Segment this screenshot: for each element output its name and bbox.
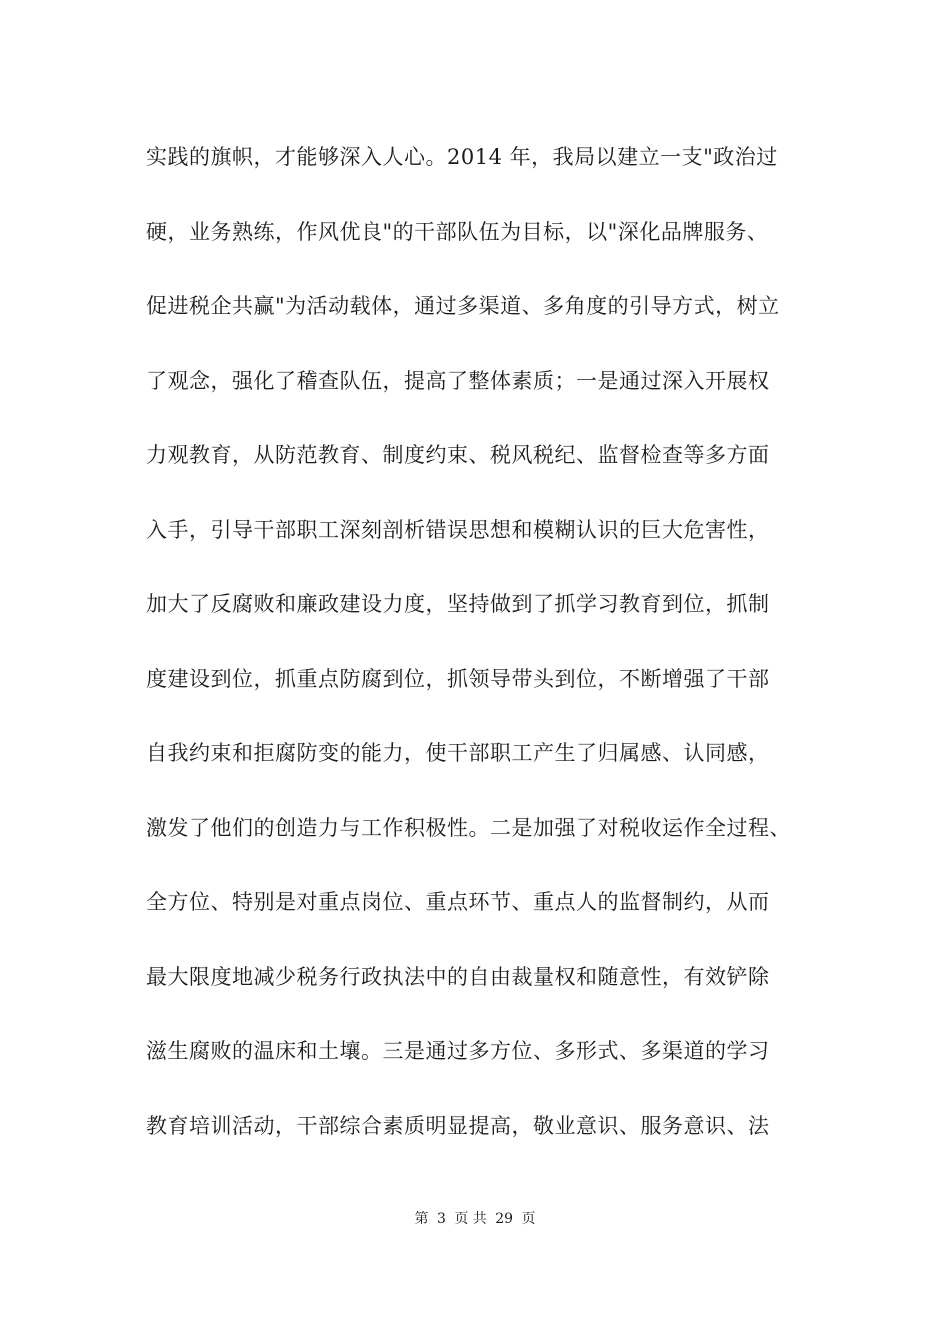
text-line: 加大了反腐败和廉政建设力度，坚持做到了抓学习教育到位，抓制 xyxy=(146,592,770,616)
text-line: 入手，引导干部职工深刻剖析错误思想和模糊认识的巨大危害性， xyxy=(146,517,770,542)
text-line: 了观念，强化了稽查队伍，提高了整体素质；一是通过深入开展权 xyxy=(146,368,770,393)
text-line: 度建设到位，抓重点防腐到位，抓领导带头到位，不断增强了干部 xyxy=(146,666,770,691)
footer-current-page: 3 xyxy=(436,1211,446,1227)
footer-middle: 页 共 xyxy=(454,1211,487,1227)
text-line: 滋生腐败的温床和土壤。三是通过多方位、多形式、多渠道的学习 xyxy=(146,1039,770,1063)
text-line: 硬，业务熟练，作风优良"的干部队伍为目标，以"深化品牌服务、 xyxy=(146,219,769,244)
text-line: 教育培训活动，干部综合素质明显提高，敬业意识、服务意识、法 xyxy=(146,1113,770,1138)
text-line: 促进税企共赢"为活动载体，通过多渠道、多角度的引导方式，树立 xyxy=(146,294,780,318)
text-line: 力观教育，从防范教育、制度约束、税风税纪、监督检查等多方面 xyxy=(146,443,770,467)
text-line: 激发了他们的创造力与工作积极性。二是加强了对税收运作全过程、 xyxy=(146,815,791,840)
page-footer xyxy=(0,1208,950,1228)
body-text xyxy=(146,137,836,1180)
footer-prefix: 第 xyxy=(414,1211,429,1227)
text-line: 实践的旗帜，才能够深入人心。2014 年，我局以建立一支"政治过 xyxy=(146,145,778,169)
footer-total-pages: 29 xyxy=(495,1211,514,1227)
text-line: 自我约束和拒腐防变的能力，使干部职工产生了归属感、认同感， xyxy=(146,741,770,765)
text-line: 最大限度地减少税务行政执法中的自由裁量权和随意性，有效铲除 xyxy=(146,964,770,989)
footer-suffix: 页 xyxy=(521,1211,536,1227)
text-line: 全方位、特别是对重点岗位、重点环节、重点人的监督制约，从而 xyxy=(146,890,770,914)
